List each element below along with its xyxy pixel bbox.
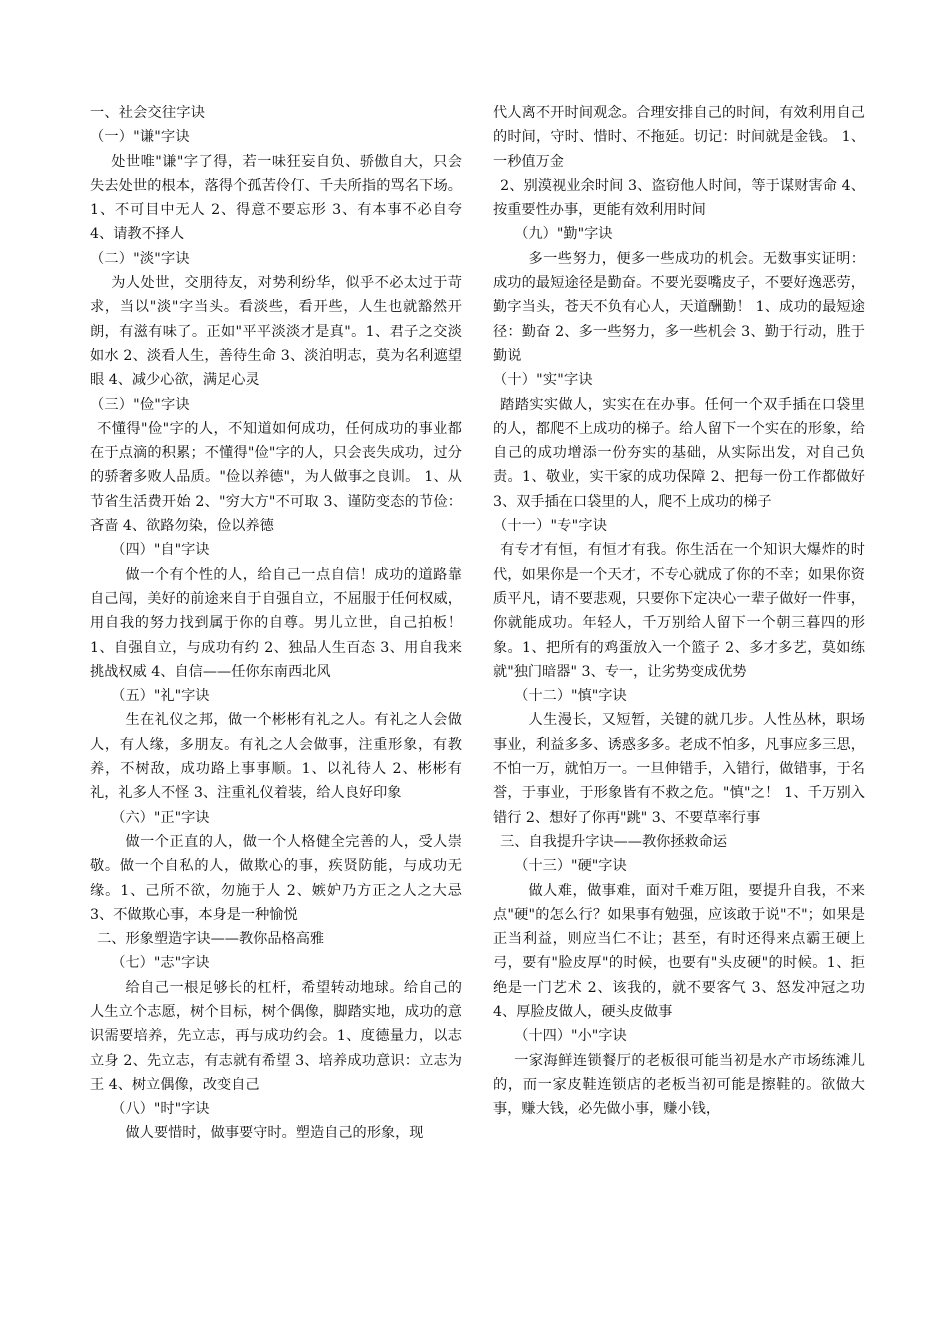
body-paragraph: 代人离不开时间观念。合理安排自己的时间，有效利用自己的时间，守时、惜时、不拖延。切记：时间就是金钱。 1、一秒值万金 [493,105,865,170]
section-heading: （八）"时"字诀 [111,1101,210,1118]
body-paragraph: 做一个有个性的人，给自己一点自信！成功的道路靠自己闯，美好的前途来自于自强自立，不屈服于任何权威，用自我的努力找到属于你的自尊。男儿立世，自己拍板！ 1、自强自立，与成功有约 2、独品人生百态 3、用自我来挑战权威 4、自信——任你东南西北风 [90,566,462,680]
body-paragraph: 踏踏实实做人，实实在在办事。任何一个双手插在口袋里的人，都爬不上成功的梯子。给人留下一个实在的形象，给自己的成功增添一份夯实的基础，从实际出发，对自己负责。1、敬业，实干家的成功保障 2、把每一份工作都做好 3、双手插在口袋里的人，爬不上成功的梯子 [493,396,865,510]
section-heading: （十）"实"字诀 [493,372,593,389]
section-heading: 一、社会交往字诀 [90,105,206,121]
section-heading: （十一）"专"字诀 [493,518,608,535]
body-paragraph: 做人难，做事难，面对千难万阻，要提升自我，不来点"硬"的怎么行？如果事有勉强，应该敢于说"不"；如果是正当利益，则应当仁不让；甚至，有时还得来点霸王硬上弓，要有"脸皮厚"的时候，也要有"头皮硬"的时候。1、拒绝是一门艺术 2、该我的，就不要客气 3、怒发冲冠之功 4、厚脸皮做人，硬头皮做事 [493,882,865,1020]
section-heading: （十三）"硬"字诀 [514,858,627,875]
body-paragraph: 为人处世，交朋待友，对势利纷华，似乎不必太过于苛求，当以"淡"字当头。看淡些，看开些，人生也就豁然开朗，有滋有味了。正如"平平淡淡才是真"。1、君子之交淡如水 2、淡看人生，善待生命 3、淡泊明志，莫为名利遮望眼 4、减少心欲，满足心灵 [90,275,462,389]
section-heading: （二）"淡"字诀 [90,250,190,267]
body-paragraph: 做人要惜时，做事要守时。塑造自己的形象，现 [125,1125,424,1142]
section-heading: 二、形象塑造字诀——教你品格高雅 [97,931,325,948]
section-heading: （七）"志"字诀 [111,955,210,972]
document-page [90,101,865,1146]
section-heading: （十四）"小"字诀 [514,1028,627,1045]
left-column [90,101,462,1146]
right-column [493,101,865,1146]
section-heading: （五）"礼"字诀 [111,688,210,705]
body-paragraph: 人生漫长，又短暂，关键的就几步。人性丛林，职场事业，利益多多、诱惑多多。老成不怕多，凡事应多三思，不怕一万，就怕万一。一旦伸错手，入错行，做错事，于名誉，于事业，于形象皆有不救之危。"慎"之！ 1、千万别入错行 2、想好了你再"跳" 3、不要草率行事 [493,712,865,826]
section-heading: （一）"谦"字诀 [90,129,190,146]
body-paragraph: 一家海鲜连锁餐厅的老板很可能当初是水产市场练滩儿的，而一家皮鞋连锁店的老板当初可能是擦鞋的。欲做大事，赚大钱，必先做小事，赚小钱， [493,1052,865,1118]
body-paragraph: 处世唯"谦"字了得，若一味狂妄自负、骄傲自大，只会失去处世的根本，落得个孤苦伶仃、千夫所指的骂名下场。1、不可目中无人 2、得意不要忘形 3、有本事不必自夸 4、请教不择人 [90,153,462,243]
section-heading: 三、自我提升字诀——教你拯救命运 [500,833,728,850]
body-paragraph: 生在礼仪之邦，做一个彬彬有礼之人。有礼之人会做人，有人缘，多朋友。有礼之人会做事，注重形象，有教养，不树敌，成功路上事事顺。1、以礼待人 2、彬彬有礼，礼多人不怪 3、注重礼仪着装，给人良好印象 [90,712,462,802]
body-paragraph: 2、别漠视业余时间 3、盗窃他人时间，等于谋财害命 4、按重要性办事，更能有效利用时间 [493,177,865,219]
body-paragraph: 有专才有恒，有恒才有我。你生活在一个知识大爆炸的时代，如果你是一个天才，不专心就成了你的不幸；如果你资质平凡，请不要悲观，只要你下定决心一辈子做好一件事，你就能成功。年轻人，千万别给人留下一个朝三暮四的形象。1、把所有的鸡蛋放入一个篮子 2、多才多艺，莫如练就"独门暗器" 3、专一，让劣势变成优势 [493,542,865,680]
section-heading: （三）"俭"字诀 [90,396,190,413]
section-heading: （六）"正"字诀 [111,809,210,826]
body-paragraph: 不懂得"俭"字的人，不知道如何成功，任何成功的事业都在于点滴的积累；不懂得"俭"字的人，只会丧失成功，过分的骄奢多败人品质。"俭以养德"，为人做事之良训。 1、从节省生活费开始 2、"穷大方"不可取 3、谨防变态的节俭：吝啬 4、欲路勿染，俭以养德 [90,420,462,535]
section-heading: （四）"自"字诀 [111,542,210,559]
body-paragraph: 做一个正直的人，做一个人格健全完善的人，受人崇敬。做一个自私的人，做欺心的事，疾贤防能，与成功无缘。1、己所不欲，勿施于人 2、嫉妒乃方正之人之大忌 3、不做欺心事，本身是一种愉悦 [90,833,462,923]
section-heading: （十二）"慎"字诀 [514,688,627,705]
section-heading: （九）"勤"字诀 [514,226,613,243]
body-paragraph: 给自己一根足够长的杠杆，希望转动地球。给自己的人生立个志愿，树个目标，树个偶像，脚踏实地，成功的意识需要培养，先立志，再与成功约会。1、度德量力，以志立身 2、先立志，有志就有希望 3、培养成功意识：立志为王 4、树立偶像，改变自己 [90,979,462,1093]
body-paragraph: 多一些努力，便多一些成功的机会。无数事实证明：成功的最短途径是勤奋。不要光耍嘴皮子，不要好逸恶劳，勤字当头，苍天不负有心人，天道酬勤！ 1、成功的最短途径：勤奋 2、多一些努力，多一些机会 3、勤于行动，胜于勤说 [493,250,865,364]
